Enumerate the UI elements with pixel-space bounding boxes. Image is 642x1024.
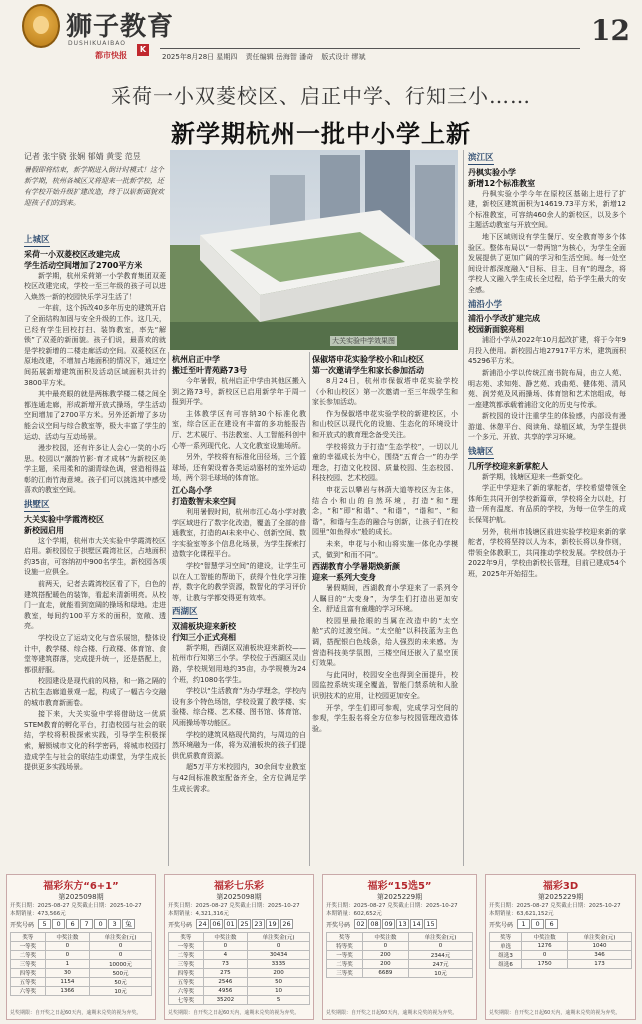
prize-header-row <box>169 933 310 942</box>
winning-numbers <box>323 918 476 930</box>
lottery-footnote: 兑奖期限：自开奖之日起60天内，逾期未兑奖的视为弃奖。 <box>10 1010 142 1016</box>
lottery-footnote: 兑奖期限：自开奖之日起60天内，逾期未兑奖的视为弃奖。 <box>326 1010 458 1016</box>
lottery-sales: 本期销量：63,621,152元 <box>489 911 554 917</box>
editor-credit: 责任编辑 岳海智 潘奇 <box>245 53 314 61</box>
article-paragraph: 新学期，西湖区双浦板块迎来新校——杭州市行知第三小学。学校位于西湖区灵山路，学校规划用地约35亩，办学规模为24个班，约1080名学生。 <box>172 643 306 684</box>
lottery-issue: 第2025098期 <box>58 893 104 901</box>
article-paragraph: 与此同时，校园安全也得到全面提升，校园监控系统实现全覆盖，智能门禁系统和人脸识别技术的应用，让校园更加安全。 <box>312 670 458 701</box>
numbers-label: 开奖号码 <box>326 921 351 929</box>
prize-cell: 4956 <box>203 987 247 996</box>
prize-cell: 4 <box>203 951 247 960</box>
article-paragraph: 这个学期，杭州市大关实验中学霞湾校区启用。新校园位于拱墅区霞湾社区，占地面积约35亩，可容纳初中900名学生，新校园各项设施一应俱全。 <box>24 536 166 577</box>
article-subhead: 校园新面貌亮相 <box>468 325 524 335</box>
prize-row <box>169 987 310 996</box>
prize-header-cell: 奖等 <box>11 933 46 942</box>
photo-caption: 大关实验中学效果图 <box>332 337 395 345</box>
number-ball: 0 <box>531 919 544 929</box>
prize-cell: 6689 <box>362 969 408 978</box>
lottery-sales: 本期销量：473,566元 <box>10 911 66 917</box>
prize-cell: 0 <box>522 951 568 960</box>
article-subhead: 浦沿小学改扩建完成 <box>468 314 540 324</box>
prize-cell: 10元 <box>408 969 472 978</box>
prize-cell: 1040 <box>568 942 632 951</box>
prize-cell: 30434 <box>248 951 310 960</box>
prize-header-cell: 单注奖金(元) <box>248 933 310 942</box>
prize-cell: 一等奖 <box>169 942 204 951</box>
prize-cell: 七等奖 <box>169 996 204 1005</box>
prize-header-cell: 中奖注数 <box>45 933 89 942</box>
district-tag: 滨江区 <box>468 153 494 163</box>
lottery-issue: 第2025229期 <box>537 893 584 901</box>
lottery-sales: 本期销量：602,652元 <box>326 911 382 917</box>
issue-date: 2025年8月28日 星期四 <box>162 53 238 61</box>
article-paragraph: 暑假期间，西湖教育小学迎来了一系列令人瞩目的“大变身”，为学生们打造出更加安全、舒适且富有童趣的学习环境。 <box>312 584 458 614</box>
article-column-3 <box>312 354 458 868</box>
prize-header-row <box>327 933 473 942</box>
number-ball: 09 <box>382 919 395 929</box>
prize-cell: 173 <box>568 960 632 969</box>
prize-row <box>169 996 310 1005</box>
prize-cell: 0 <box>362 942 408 951</box>
prize-header-cell: 单注奖金(元) <box>408 933 472 942</box>
number-ball: 13 <box>396 919 409 929</box>
lottery-box <box>322 874 477 1020</box>
lottery-sales: 本期销量：4,321,316元 <box>168 911 229 917</box>
number-ball: 兔 <box>122 919 135 929</box>
prize-cell: 35202 <box>203 996 247 1005</box>
article-paragraph: 其中最亮眼的就是两栋教学楼二楼之间全都连通走廊，形成新增开放式操场，学生活动空间增加了2700平方米。另外还新增了多功能会议空间与综合教室等，极大丰富了学生的运动、活动与互动场景。 <box>24 390 166 441</box>
prize-cell: 0 <box>90 942 152 951</box>
district-tag: 浦沿小学 <box>468 299 503 310</box>
prize-cell: 1 <box>45 960 89 969</box>
prize-cell: 二等奖 <box>11 951 46 960</box>
prize-row <box>327 960 473 969</box>
number-ball: 15 <box>424 919 437 929</box>
number-ball: 6 <box>66 919 79 929</box>
article-paragraph: 另外，杭州市钱塘区前进实验学校迎来新的掌舵者，学校将坚持以人为本，新校长将以身作则，带领全体教职工，共同推动学校发展。学校创办于2022年9月，学校由新校长管理，目前已建成54个班，2025年开始招生。 <box>468 527 626 578</box>
prize-cell: 特等奖 <box>327 942 363 951</box>
prize-cell: 六等奖 <box>11 987 46 996</box>
prize-row <box>327 942 473 951</box>
winning-numbers <box>165 918 313 930</box>
prize-cell: 三等奖 <box>169 960 204 969</box>
number-ball: 14 <box>410 919 423 929</box>
prize-header-cell: 中奖注数 <box>203 933 247 942</box>
article-subhead: 西湖教育小学暑期焕新颜 <box>312 562 400 572</box>
number-ball: 06 <box>210 919 223 929</box>
article-paragraph: 浦沿小学从2022年10月起改扩建，将于今年9月投入使用。新校园占地27917平方米，建筑面积45296平方米。 <box>468 336 626 366</box>
article-column-1 <box>24 232 166 868</box>
prize-cell: 1750 <box>522 960 568 969</box>
number-ball: 02 <box>354 919 367 929</box>
section-title: 狮子教育 <box>66 12 175 42</box>
article-subhead: 丹枫实验小学 <box>468 167 516 177</box>
article-subhead: 几所学校迎来新掌舵人 <box>468 461 548 471</box>
number-ball: 0 <box>94 919 107 929</box>
lottery-title: 福彩3D <box>542 881 579 892</box>
prize-cell: 0 <box>45 951 89 960</box>
prize-row <box>169 942 310 951</box>
lottery-results <box>6 874 636 1020</box>
prize-cell: 50元 <box>90 978 152 987</box>
article-paragraph: 新浦沿小学以传统江南书院布局，由立人苑、明志苑、求知苑、静艺苑、戏曲苑、健体苑、清风苑、润芳苑及风雨操场、体育馆和艺术馆组成，每一座建筑都承载着浦沿文化的历史与传承。 <box>468 368 626 409</box>
prize-table <box>168 932 310 1005</box>
school-rendering-photo <box>170 150 458 350</box>
article-paragraph: 接下来，大关实验中学将借助这一优质STEM教育的孵化平台，打造校园与社会的联结，学校将积极探索实践，引导学生积极探索，解锁城市文化的科学密码，将城市校园打造成学生与社会的联结生动课堂，为学生成长提供更多实践场景。 <box>24 710 166 772</box>
proof-credit: 版式设计 缪斌 <box>321 53 366 61</box>
lottery-box <box>164 874 314 1020</box>
article-paragraph: 利用暑假时间，杭州市江心岛小学对教学区域进行了数字化改造，覆盖了全部的普通教室，打造的AI未来中心、创新空间、数字实验室等多个信息化场景，为学生探索打造数字化课程平台。 <box>172 507 306 559</box>
prize-cell: 0 <box>408 942 472 951</box>
article-subhead: 迎来一系列大变身 <box>312 573 376 583</box>
prize-cell: 组选6 <box>490 960 522 969</box>
article-subhead: 第一次邀请学生和家长参加活动 <box>312 366 424 375</box>
prize-cell: 5 <box>248 996 310 1005</box>
number-ball: 26 <box>280 919 293 929</box>
number-ball: 23 <box>252 919 265 929</box>
article-subhead: 采荷一小双菱校区改建完成 <box>24 249 120 259</box>
prize-header-cell: 奖等 <box>490 933 522 942</box>
prize-cell: 四等奖 <box>169 969 204 978</box>
article-subhead: 搬迁至叶青苑路73号 <box>172 366 248 375</box>
numbers-label: 开奖号码 <box>10 921 35 929</box>
article-paragraph: 学校设立了运动文化与音乐展馆，整体设计中，教学楼、综合楼、行政楼、体育馆、食堂等建筑群落，完成提升统一，还是搭配上，都很舒服。 <box>24 634 166 674</box>
prize-row <box>169 969 310 978</box>
lottery-box <box>6 874 156 1020</box>
prize-cell: 10 <box>248 987 310 996</box>
prize-cell: 3335 <box>248 960 310 969</box>
prize-cell: 1276 <box>522 942 568 951</box>
article-subhead: 双浦板块迎来新校 <box>172 621 236 631</box>
article-subhead: 江心岛小学 <box>172 485 212 495</box>
prize-table <box>326 932 473 978</box>
prize-cell: 单选 <box>490 942 522 951</box>
article-column-4 <box>468 150 626 868</box>
article-subhead: 新校园启用 <box>24 525 64 535</box>
prize-cell: 五等奖 <box>169 978 204 987</box>
article-subhead: 打造数智未来空间 <box>172 496 236 506</box>
prize-cell: 五等奖 <box>11 978 46 987</box>
prize-cell: 200 <box>362 951 408 960</box>
prize-row <box>490 951 632 960</box>
prize-row <box>490 960 632 969</box>
article-paragraph: 学校将致力于打造“生态学校”，一切以儿童的幸福成长为中心，围绕“五育合一”的办学理念，打造文化校园、质量校园、生态校园、科技校园、艺术校园。 <box>312 442 458 483</box>
district-tag: 钱塘区 <box>468 447 494 458</box>
prize-cell: 1154 <box>45 978 89 987</box>
masthead-meta <box>162 52 372 62</box>
article-paragraph: 地下区域则设有学生餐厅、安全教育等多个体验区。整体布局以“一带两馆”为核心，为学生全面发展提供了更加广阔的学习和生活空间。每一处空间设计都深度融入“目标、目主、目有”的理念，将学校人文融入学生成长全过程，给予学生最大的安全感。 <box>468 232 626 294</box>
winning-numbers <box>486 918 635 930</box>
district-tag: 西湖区 <box>172 607 198 618</box>
article-paragraph: 新学期，杭州采荷第一小学教育集团双菱校区改建完成，学校一至三年级的孩子可以进入焕然一新的校园快乐学习生活了！ <box>24 271 166 301</box>
article-paragraph: 校园里最抢眼的当属在改造中的“太空舱”式的过渡空间。“太空舱”以科技蓝为主色调，搭配银白色线条，给人强烈的未来感。为营造科技美学氛围，三楼空间还嵌入了星空顶灯效果。 <box>312 616 458 668</box>
article-paragraph: 丹枫实验小学今年在原校区基础上进行了扩建，新校区建筑面积为14619.73平方米，新增12个标准教室，可容纳460余人的新校区，以及多个主题活动教室与开放空间。 <box>468 189 626 230</box>
number-ball: 01 <box>224 919 237 929</box>
prize-cell: 2344元 <box>408 951 472 960</box>
prize-cell: 二等奖 <box>169 951 204 960</box>
main-headline: 新学期杭州一批中小学上新 <box>171 120 471 148</box>
lottery-dates: 开奖日期：2025-08-27 兑奖截止日期：2025-10-27 <box>10 903 142 909</box>
article-column-2 <box>172 354 306 868</box>
prize-cell: 50 <box>248 978 310 987</box>
article-paragraph: 学校“智慧学习空间”的建设，让学生可以在人工智能的帮助下，获得个性化学习推荐，数字化的教学资源，数智化的学习评价等，让教与学都变得更有效率。 <box>172 561 306 602</box>
article-paragraph: 学正中学迎来了新的掌舵者，学校希望带领全体师生共同开创学校新篇章，学校将全力以赴，打造一所有温度、有品质的学校，为每一位学生的成长保驾护航。 <box>468 484 626 525</box>
prize-cell: 0 <box>203 942 247 951</box>
article-subhead: 行知三小正式亮相 <box>172 632 236 642</box>
number-ball: 5 <box>38 919 51 929</box>
prize-row <box>169 978 310 987</box>
prize-header-cell: 奖等 <box>169 933 204 942</box>
article-paragraph: 开学，学生们即可参观，完成学习空间的参观，学生报名将全方位参与校园管理改造体验。 <box>312 703 458 733</box>
prize-cell: 10000元 <box>90 960 152 969</box>
article-subhead: 学生活动空间增加了2700平方米 <box>24 260 143 270</box>
prize-header-cell: 中奖注数 <box>362 933 408 942</box>
district-tag: 拱墅区 <box>24 500 50 511</box>
masthead-rule <box>160 48 580 49</box>
prize-header-row <box>490 933 632 942</box>
prize-cell: 三等奖 <box>11 960 46 969</box>
prize-cell: 四等奖 <box>11 969 46 978</box>
article-paragraph: 新校园的设计注重学生的体验感，内部设有漫游道、休憩平台、阅读角、绿植区域，为学生提供一个多元、开放、共享的学习环境。 <box>468 412 626 442</box>
prize-cell: 73 <box>203 960 247 969</box>
prize-cell: 30 <box>45 969 89 978</box>
numbers-label: 开奖号码 <box>168 921 193 929</box>
lottery-issue: 第2025229期 <box>376 893 423 901</box>
prize-cell: 一等奖 <box>327 951 363 960</box>
prize-row <box>169 951 310 960</box>
number-ball: 3 <box>108 919 121 929</box>
prize-header-cell: 单注奖金(元) <box>568 933 632 942</box>
prize-row <box>11 942 152 951</box>
prize-row <box>490 942 632 951</box>
number-ball: 7 <box>80 919 93 929</box>
number-ball: 08 <box>368 919 381 929</box>
prize-cell: 组选3 <box>490 951 522 960</box>
prize-cell: 200 <box>248 969 310 978</box>
winning-numbers <box>7 918 155 930</box>
article-paragraph: 一年前，这个拆改40多年历史的建筑开启了全面结构加固与安全升级的工作。这几天，已经有学生回校打扫、装饰教室，率先“解锁”了双菱的新面貌。孩子们说，最喜欢的就是学校新增的二楼走廊活动空间。双菱校区在原地改建，不增加占地面积的情况下，通过空间拓展新增建筑面积及活动区域面积共计约3800平方米。 <box>24 304 166 387</box>
article-subhead: 保俶塔申花实验学校小和山校区 <box>312 355 424 364</box>
article-paragraph: 另外，学校将有标准化田径场，三个篮球场，还有架设着各类运动器材的室外运动场，两个羽毛球场的体育馆。 <box>172 453 306 483</box>
prize-header-cell: 单注奖金(元) <box>90 933 152 942</box>
lion-logo-icon <box>22 4 60 48</box>
article-paragraph: 今年暑假，杭州启正中学由其他区搬入到之路73号，新校区已启用新学年于周一报到开学。 <box>172 377 306 407</box>
article-subhead: 大关实验中学霞湾校区 <box>24 514 104 524</box>
prize-cell: 六等奖 <box>169 987 204 996</box>
article-subhead: 新增12个标准教室 <box>468 178 536 188</box>
prize-cell: 275 <box>203 969 247 978</box>
prize-cell: 247元 <box>408 960 472 969</box>
lottery-footnote: 兑奖期限：自开奖之日起60天内，逾期未兑奖的视为弃奖。 <box>489 1010 621 1016</box>
prize-row <box>327 951 473 960</box>
prize-table <box>10 932 152 996</box>
lottery-dates: 开奖日期：2025-08-27 兑奖截止日期：2025-10-27 <box>168 903 300 909</box>
paper-name: 都市快报 <box>95 51 127 60</box>
lottery-title: 福彩东方“6+1” <box>43 881 119 892</box>
article-paragraph: 漫步校园，还有许多让人会心一笑的小巧思。校园以“潮韵竹影·育才成林”为新校区美学主题，采用柔和的湖青绿色调，营造相得益彰的江南竹海意境。孩子们可以挑选其中感受喜欢的教室空间。 <box>24 444 166 495</box>
prize-header-cell: 奖等 <box>327 933 363 942</box>
prize-row <box>11 978 152 987</box>
article-paragraph: 校园建设是现代前的风格，和一路之隔的古杭生态廊道景观一起，构成了一幅古今交融的城市教育新画卷。 <box>24 677 166 707</box>
prize-cell: 0 <box>248 942 310 951</box>
prize-cell: 二等奖 <box>327 960 363 969</box>
article-paragraph: 主体教学区有可容纳30个标准化教室，综合区正在建设有丰富的多功能报告厅、艺术展厅、书法教室、人工智能科创中心等一系列现代化、人文化教室设施场所。 <box>172 409 306 450</box>
prize-cell: 346 <box>568 951 632 960</box>
masthead <box>0 0 642 70</box>
lottery-title: 福彩“15选5” <box>367 881 432 892</box>
prize-row <box>327 969 473 978</box>
article-paragraph: 8月24日，杭州市保俶塔申花实验学校（小和山校区）第一次邀请一至三年级学生和家长参加活动。 <box>312 377 458 407</box>
number-ball: 19 <box>266 919 279 929</box>
lottery-title: 福彩七乐彩 <box>214 881 264 892</box>
kicker-headline: 采荷一小双菱校区、启正中学、行知三小…… <box>111 84 531 108</box>
prize-header-cell: 中奖注数 <box>522 933 568 942</box>
lottery-dates: 开奖日期：2025-08-27 兑奖截止日期：2025-10-27 <box>489 903 621 909</box>
prize-cell: 500元 <box>90 969 152 978</box>
lottery-dates: 开奖日期：2025-08-27 兑奖截止日期：2025-10-27 <box>326 903 458 909</box>
section-pinyin: DUSHIKUAIBAO <box>68 40 126 47</box>
lottery-footnote: 兑奖期限：自开奖之日起60天内，逾期未兑奖的视为弃奖。 <box>168 1010 300 1016</box>
article-paragraph: 申花云以攀岩与林荫大道等校区为主体，结合小和山的自然环境，打造“和”理念，“和”即“和谐”、“和谐”，“谐和”、“和谐”，和谐与生态的融合与创新，让孩子们在校园里“如鱼得水”般的成长。 <box>312 485 458 537</box>
prize-cell: 200 <box>362 960 408 969</box>
article-subhead: 杭州启正中学 <box>172 355 220 364</box>
prize-row <box>11 951 152 960</box>
prize-cell: 一等奖 <box>11 942 46 951</box>
article-paragraph: 作为保俶塔申花实验学校的新建校区，小和山校区以现代化的设施、生态化的环境设计和开放式的教育理念备受关注。 <box>312 409 458 439</box>
page-number: 12 <box>591 14 630 47</box>
prize-row <box>11 960 152 969</box>
article-paragraph: 超5万平方米校园内，30余间专业教室与42间标准教室配备齐全，全方位满足学生成长需求。 <box>172 763 306 793</box>
article-paragraph: 前两天，记者去霞湾校区看了下，白色的建筑搭配暖色的装饰，看起来清新明亮。从校门一直走，就能看到宽阔的操场和绿地。走进教室，每间约100平方米的面积，宽敞、透亮。 <box>24 580 166 631</box>
lede: 暑假即将结束，新学期进入倒计时模式！这个新学期，杭州各城区又将迎来一批新学校，还有学校开始升级扩建改造，终于以崭新面貌欢迎孩子们的到来。 <box>24 166 164 207</box>
prize-row <box>169 960 310 969</box>
prize-cell: 10元 <box>90 987 152 996</box>
prize-cell: 三等奖 <box>327 969 363 978</box>
article-paragraph: 新学期，钱塘区迎来一些新变化。 <box>482 472 587 481</box>
prize-header-row <box>11 933 152 942</box>
prize-cell: 2546 <box>203 978 247 987</box>
prize-table <box>489 932 632 969</box>
paper-logo-icon: K <box>137 44 149 56</box>
article-paragraph: 学校的建筑风格现代简约，与周边的自然环境融为一体，将为双浦板块的孩子们提供优质教育资源。 <box>172 730 306 760</box>
number-ball: 6 <box>545 919 558 929</box>
lottery-box <box>485 874 636 1020</box>
district-tag: 上城区 <box>24 235 50 245</box>
prize-row <box>11 987 152 996</box>
article-paragraph: 学校以“生活教育”为办学理念，学校内设有多个特色场馆，学校设置了教学楼、实验楼、综合楼、艺术楼、图书馆、体育馆、风雨操场等功能区。 <box>172 687 306 728</box>
byline: 记者 张宇骁 张娴 郁婧 黄雯 范昱 <box>24 152 141 161</box>
number-ball: 25 <box>238 919 251 929</box>
numbers-label: 开奖号码 <box>489 921 514 929</box>
prize-cell: 0 <box>90 951 152 960</box>
number-ball: 1 <box>517 919 530 929</box>
number-ball: 24 <box>196 919 209 929</box>
prize-cell: 1366 <box>45 987 89 996</box>
prize-row <box>11 969 152 978</box>
prize-cell: 0 <box>45 942 89 951</box>
lottery-issue: 第2025098期 <box>216 893 262 901</box>
number-ball: 0 <box>52 919 65 929</box>
article-paragraph: 未来，申花与小和山将实施一体化办学模式，做到“和而不同”。 <box>312 539 458 559</box>
